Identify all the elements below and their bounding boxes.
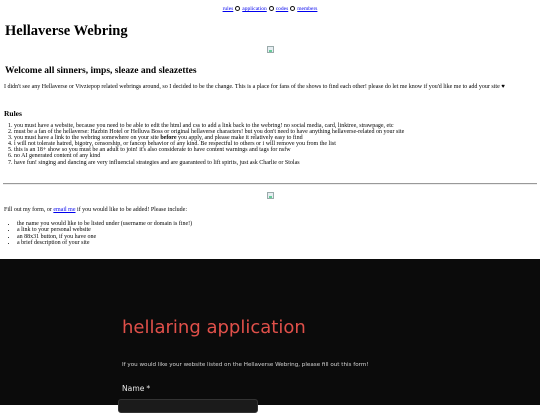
list-item: • the name you would like to be listed under (username or domain is fine!) (17, 221, 192, 227)
rule-item: 6. no AI generated content of any kind (14, 153, 534, 159)
list-item: • an 88x31 button, if you have one (17, 234, 192, 240)
email-me-link[interactable]: email me (53, 207, 76, 213)
nav-link-rules[interactable]: rules (222, 6, 234, 12)
nav-link-codes[interactable]: codes (275, 6, 289, 12)
rule-emphasis: before (160, 135, 177, 142)
required-mark: * (146, 384, 151, 393)
nav-link-members[interactable]: members (297, 6, 318, 12)
site-title: Hellaverse Webring (5, 23, 128, 39)
rule-item: 7. have fun! singing and dancing are very influencial strategies and are guaranteed to lift spirits, just ask Charlie or Stolas (14, 160, 534, 166)
ring-bullet-icon (290, 6, 295, 11)
nav-link-application[interactable]: application (242, 6, 267, 12)
list-item: • a brief description of your site (17, 240, 192, 246)
name-field-label: Name * (122, 384, 151, 393)
application-title: hellaring application (122, 317, 306, 338)
rule-item: 2. must be a fan of the hellaverse: Hazbin Hotel or Helluva Boss or original hellaverse characters! but you don't need to have anything hellaverse-related on your site (14, 129, 534, 135)
rules-heading: Rules (4, 109, 22, 118)
rule-item: 3. you must have a link to the webring somewhere on your site before you apply, and please make it relatively easy to find (14, 135, 534, 141)
list-item: • a link to your personal website (17, 227, 192, 233)
intro-text: I didn't see any Hellaverse or Vivziepop related webrings around, so I decided to be the change. This is a place for fans of the shows to find each other! please do let me know if you'd like me to add your site ♥ (4, 84, 505, 90)
ring-bullet-icon (269, 6, 274, 11)
broken-image-icon (267, 46, 274, 53)
form-note: Fill out my form, or email me if you would like to be added! Please include: (4, 207, 187, 213)
include-list (4, 221, 192, 246)
application-description: If you would like your website listed on the Hellaverse Webring, please fill out this form! (122, 362, 369, 368)
rule-item: 5. this is an 18+ show so you must be an adult to join! it's also considerate to have content warnings and tags for nsfw (14, 147, 534, 153)
rules-list (4, 123, 534, 166)
broken-image-icon (267, 192, 274, 199)
top-nav (0, 6, 540, 13)
divider (3, 183, 537, 185)
ring-bullet-icon (235, 6, 240, 11)
rule-item: 4. i will not tolerate hatred, bigotry, censorship, or fancop behavior of any kind. Be respectful to others or i will remove you from the list (14, 141, 534, 147)
welcome-heading: Welcome all sinners, imps, sleaze and sleazettes (5, 66, 197, 76)
name-input[interactable] (118, 399, 258, 413)
rule-item: 1. you must have a website, because you need to be able to edit the html and css to add a link back to the webring! no social media, card, linktree, strawpage, etc (14, 123, 534, 129)
